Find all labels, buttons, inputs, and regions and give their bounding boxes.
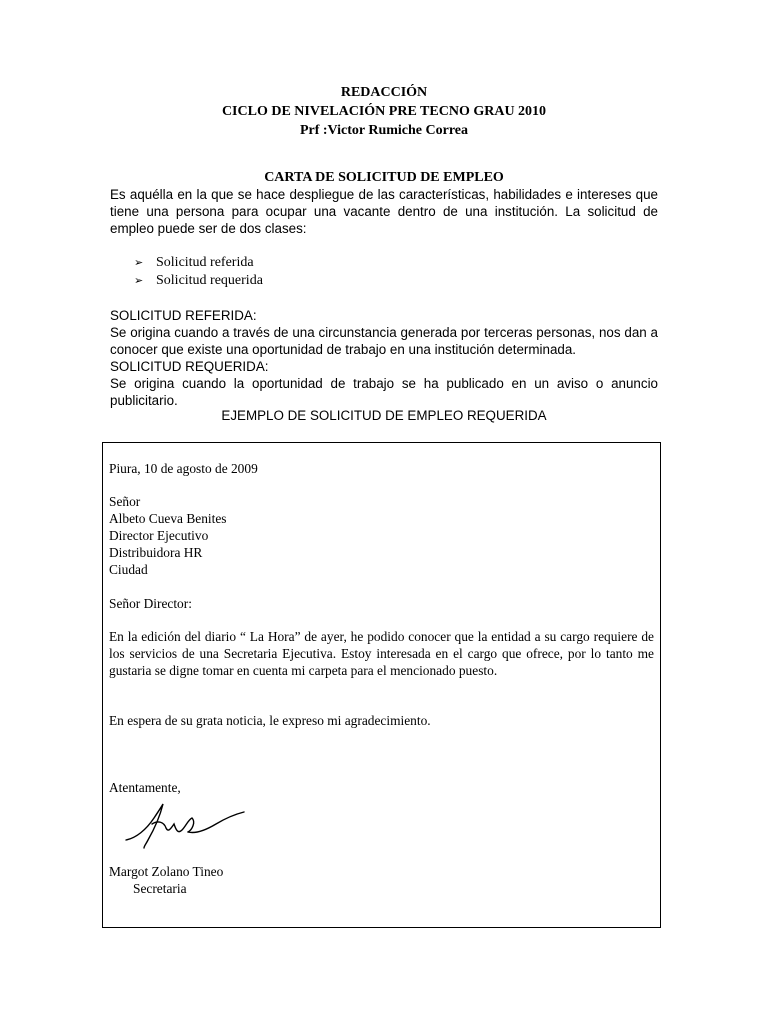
types-list xyxy=(134,254,263,290)
handwritten-signature xyxy=(122,800,248,850)
list-item xyxy=(134,272,263,290)
recipient-city: Ciudad xyxy=(109,562,148,577)
letter-farewell: Atentamente, xyxy=(109,780,181,795)
signer-name: Margot Zolano Tineo xyxy=(109,864,224,879)
list-item-label: Solicitud referida xyxy=(156,255,254,270)
recipient-line: Señor xyxy=(109,494,141,509)
signer-title: Secretaria xyxy=(133,881,187,896)
requerida-heading: SOLICITUD REQUERIDA: xyxy=(110,359,269,374)
section-title: CARTA DE SOLICITUD DE EMPLEO xyxy=(264,170,504,185)
letter-salutation: Señor Director: xyxy=(109,596,192,611)
letter-date: Piura, 10 de agosto de 2009 xyxy=(109,461,258,476)
list-item-label: Solicitud requerida xyxy=(156,273,263,288)
recipient-position: Director Ejecutivo xyxy=(109,528,209,543)
arrowhead-bullet-icon: ➢ xyxy=(134,257,144,269)
recipient-name: Albeto Cueva Benites xyxy=(109,511,227,526)
recipient-company: Distribuidora HR xyxy=(109,545,203,560)
list-item xyxy=(134,254,263,272)
arrowhead-bullet-icon: ➢ xyxy=(134,275,144,287)
requerida-paragraph: Se origina cuando la oportunidad de trabajo se ha publicado en un aviso o anuncio publicitario. xyxy=(110,376,658,409)
intro-paragraph: Es aquélla en la que se hace despliegue de las características, habilidades e intereses que tiene una persona para ocupar una vacante dentro de una institución. La solicitud de empleo puede ser de dos clases: xyxy=(110,187,658,237)
referida-heading: SOLICITUD REFERIDA: xyxy=(110,308,257,323)
header-course: CICLO DE NIVELACIÓN PRE TECNO GRAU 2010 xyxy=(221,104,547,119)
letter-recipient xyxy=(109,493,654,578)
example-title: EJEMPLO DE SOLICITUD DE EMPLEO REQUERIDA xyxy=(221,408,547,423)
letter-body: En la edición del diario “ La Hora” de ayer, he podido conocer que la entidad a su cargo requiere de los servicios de una Secretaria Ejecutiva. Estoy interesada en el cargo que ofrece, por lo tanto me gustaria se digne tomar en cuenta mi carpeta para el mencionado puesto. xyxy=(109,629,654,678)
header-teacher: Prf :Victor Rumiche Correa xyxy=(299,123,469,138)
letter-closing-line: En espera de su grata noticia, le expreso mi agradecimiento. xyxy=(109,713,431,728)
referida-paragraph: Se origina cuando a través de una circunstancia generada por terceras personas, nos dan a conocer que existe una oportunidad de trabajo en una institución determinada. xyxy=(110,325,658,358)
header-subject: REDACCIÓN xyxy=(340,85,428,100)
document-header xyxy=(108,83,660,140)
